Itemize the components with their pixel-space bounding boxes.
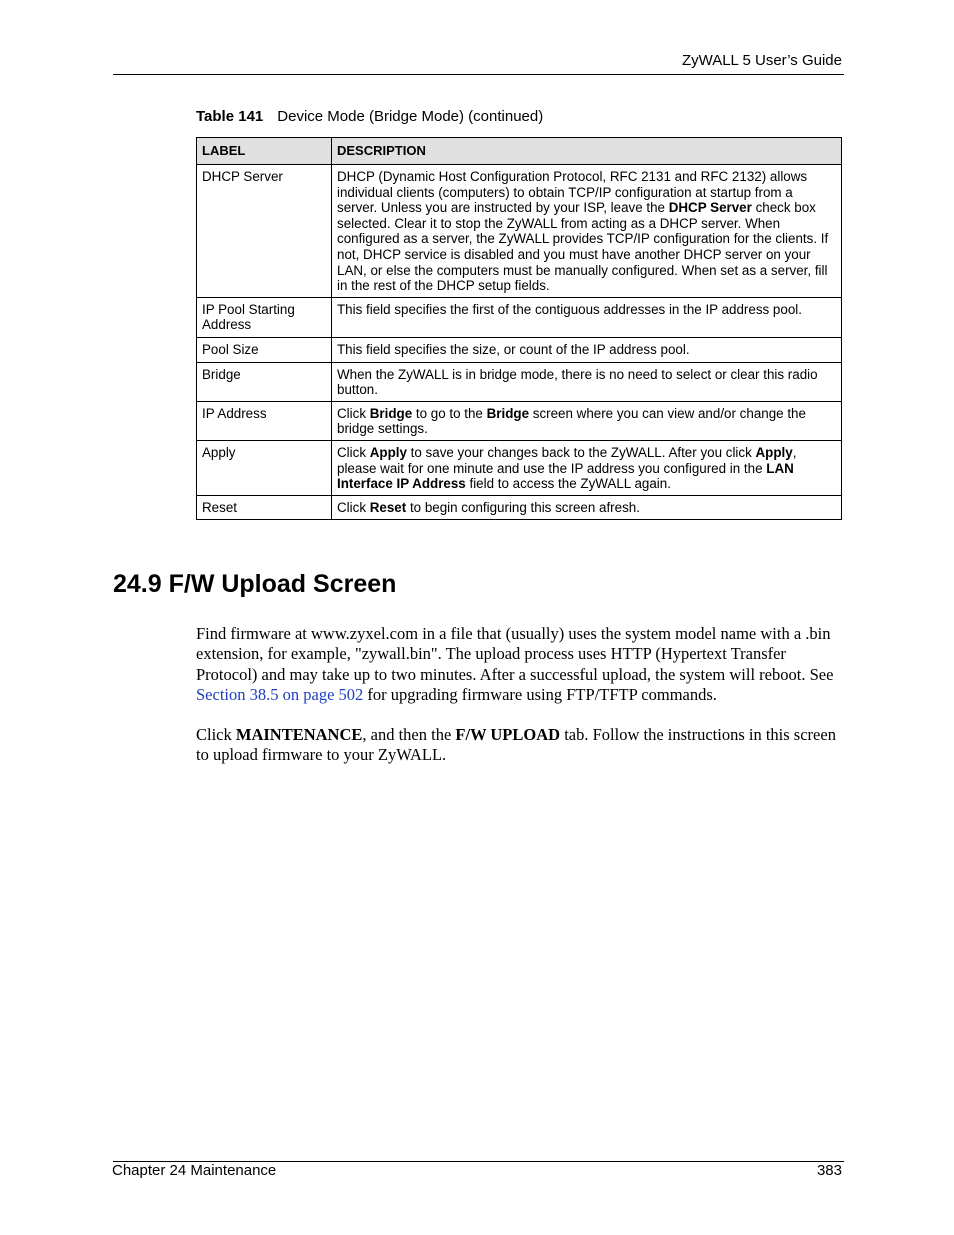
table-caption-title: Device Mode (Bridge Mode) (continued)	[277, 108, 544, 125]
desc-text: check box selected. Clear it to stop the ZyWALL from acting as a DHCP server. When configured as a server, the ZyWALL provides TCP/IP configuration for the clients. If not, DHCP service is disabled and you must have another DHCP server on your LAN, or else the computers must be manually configured. When set as a server, fill in the rest of the DHCP setup fields.	[337, 200, 829, 294]
desc-text: screen where you can view and/or change the bridge settings.	[337, 405, 806, 437]
column-header-description: DESCRIPTION	[332, 138, 842, 165]
table-row	[197, 337, 842, 362]
table-row	[197, 165, 842, 298]
row-description	[332, 495, 842, 520]
header-rule	[113, 74, 844, 75]
desc-text: Click	[337, 444, 370, 460]
desc-text: This field specifies the size, or count of the IP address pool.	[337, 341, 690, 357]
desc-text: , please wait for one minute and use the IP address you configured in the	[337, 444, 797, 476]
desc-text: to save your changes back to the ZyWALL. After you click	[406, 444, 756, 460]
desc-text: Click	[337, 405, 370, 421]
desc-bold: Reset	[369, 499, 407, 515]
paragraph-bold: MAINTENANCE	[235, 725, 363, 744]
row-label: DHCP Server	[197, 165, 332, 298]
table-row	[197, 362, 842, 401]
row-label: Pool Size	[197, 337, 332, 362]
desc-text: Click	[337, 499, 370, 515]
paragraph-text: Click	[196, 725, 236, 744]
row-description	[332, 297, 842, 337]
section-cross-reference-link[interactable]: Section 38.5 on page 502	[196, 684, 364, 704]
paragraph-firmware-location	[196, 624, 846, 705]
row-label: Apply	[197, 440, 332, 495]
table-row	[197, 440, 842, 495]
row-label: Bridge	[197, 362, 332, 401]
row-description	[332, 362, 842, 401]
desc-text: When the ZyWALL is in bridge mode, there is no need to select or clear this radio button.	[337, 366, 818, 398]
desc-bold: Bridge	[486, 405, 530, 421]
desc-text: to begin configuring this screen afresh.	[406, 499, 640, 515]
row-description	[332, 337, 842, 362]
desc-bold: Apply	[755, 444, 793, 460]
paragraph-text: Find firmware at www.zyxel.com in a file that (usually) uses the system model name with a .bin extension, for example, "zywall.bin". The upload process uses HTTP (Hypertext Transfer Protocol) and may take up to two minutes. After a successful upload, the system will reboot. See	[196, 624, 834, 684]
table-row	[197, 495, 842, 520]
desc-text: field to access the ZyWALL again.	[465, 476, 671, 492]
desc-bold: Apply	[369, 444, 407, 460]
desc-bold: Bridge	[369, 405, 413, 421]
table-header-row	[197, 138, 842, 165]
desc-bold: LAN Interface IP Address	[337, 460, 794, 492]
footer-page-number: 383	[816, 1162, 842, 1179]
desc-text: to go to the	[412, 405, 487, 421]
device-mode-table	[196, 137, 842, 520]
guide-title: ZyWALL 5 User’s Guide	[681, 52, 842, 69]
row-description	[332, 401, 842, 440]
paragraph-text: for upgrading firmware using FTP/TFTP commands.	[363, 684, 717, 704]
paragraph-text: , and then the	[362, 725, 456, 744]
paragraph-upload-instructions	[196, 725, 846, 766]
paragraph-text: tab. Follow the instructions in this screen to upload firmware to your ZyWALL.	[196, 725, 836, 765]
column-header-label: LABEL	[197, 138, 332, 165]
table-row	[197, 401, 842, 440]
row-description	[332, 440, 842, 495]
row-label: Reset	[197, 495, 332, 520]
footer-chapter: Chapter 24 Maintenance	[112, 1162, 277, 1179]
row-label: IP Address	[197, 401, 332, 440]
table-row	[197, 297, 842, 337]
row-description	[332, 165, 842, 298]
desc-text: This field specifies the first of the contiguous addresses in the IP address pool.	[337, 301, 802, 317]
desc-bold: DHCP Server	[668, 200, 752, 216]
desc-text: DHCP (Dynamic Host Configuration Protocol, RFC 2131 and RFC 2132) allows individual clients (computers) to obtain TCP/IP configuration at startup from a server. Unless you are instructed by your ISP, leave the	[337, 169, 808, 216]
table-caption-number: Table 141	[196, 108, 264, 125]
section-heading: 24.9 F/W Upload Screen	[113, 570, 397, 598]
row-label: IP Pool Starting Address	[197, 297, 332, 337]
table-caption	[196, 108, 543, 125]
paragraph-bold: F/W UPLOAD	[455, 725, 561, 744]
